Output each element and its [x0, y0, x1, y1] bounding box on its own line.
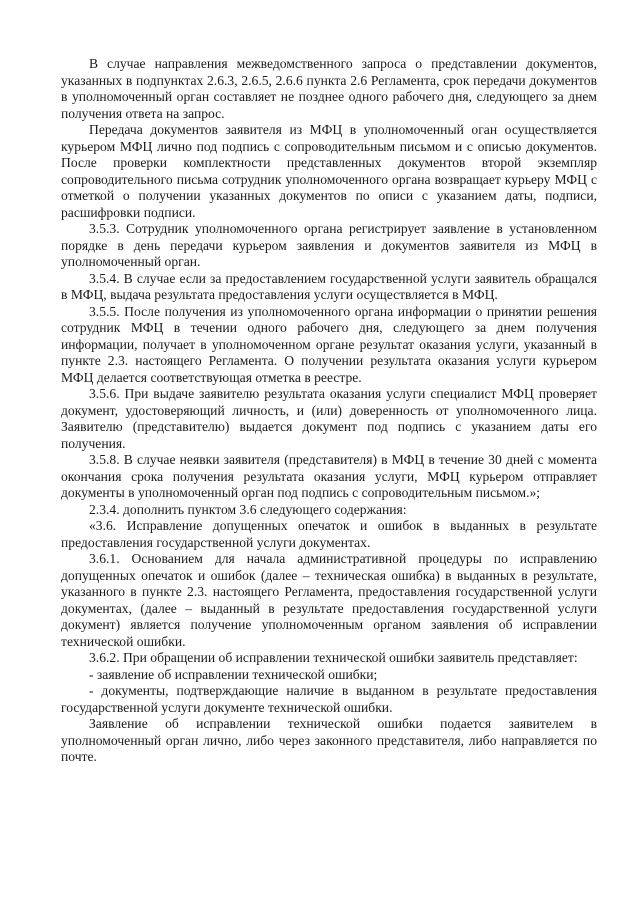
paragraph-application-submission: Заявление об исправлении технической ошибки подается заявителем в уполномоченный орган лично, либо через законного представителя, либо направляется по почте. [61, 716, 597, 764]
paragraph-3-5-5: 3.5.5. После получения из уполномоченного органа информации о принятии решения сотрудник МФЦ в течении одного рабочего дня, следующего за днем получения информации, получает в уполномоченном органе результат оказания услуги, указанный в пункте 2.3. настоящего Регламента. О получении результата оказания услуги курьером МФЦ делается соответствующая отметка в реестре. [61, 303, 597, 385]
paragraph-3-5-8: 3.5.8. В случае неявки заявителя (представителя) в МФЦ в течение 30 дней с момента окончания срока получения результата оказания услуги, МФЦ курьером отправляет документы в уполномоченный орган под подпись с сопроводительным письмом.»; [61, 452, 597, 500]
list-item-documents: - документы, подтверждающие наличие в выданном в результате предоставления государственной услуги документе технической ошибки. [61, 683, 597, 715]
list-item-application: - заявление об исправлении технической ошибки; [89, 666, 378, 682]
paragraph-3-5-6: 3.5.6. При выдаче заявителю результата оказания услуги специалист МФЦ проверяет документ, удостоверяющий личность, и (или) доверенность от уполномоченного лица. Заявителю (представителю) выдается документ под подпись с указанием даты его получения. [61, 386, 597, 451]
paragraph-3-5-3: 3.5.3. Сотрудник уполномоченного органа регистрирует заявление в установленном порядке в день передачи курьером заявления и документов заявителя из МФЦ в уполномоченный орган. [61, 221, 597, 269]
paragraph-3-5-4: 3.5.4. В случае если за предоставлением государственной услуги заявитель обращался в МФЦ, выдача результата предоставления услуги осуществляется в МФЦ. [61, 270, 597, 302]
paragraph-3-6-heading: «3.6. Исправление допущенных опечаток и ошибок в выданных в результате предоставления государственной услуги документах. [61, 518, 597, 550]
paragraph-interagency-request: В случае направления межведомственного запроса о представлении документов, указанных в подпунктах 2.6.3, 2.6.5, 2.6.6 пункта 2.6 Регламента, срок передачи документов в уполномоченный орган составляет не позднее одного рабочего дня, следующего за днем получения ответа на запрос. [61, 56, 597, 121]
paragraph-3-6-1: 3.6.1. Основанием для начала административной процедуры по исправлению допущенных опечаток и ошибок (далее – техническая ошибка) в выданных в результате, указанного в пункте 2.3. настоящего Регламента, предоставления государственной услуги документах, (далее – выданный в результате предоставления государственной услуги документ) является получение уполномоченным органом заявления об исправлении технической ошибки. [61, 551, 597, 649]
paragraph-document-transfer: Передача документов заявителя из МФЦ в уполномоченный оган осуществляется курьером МФЦ лично под подпись с сопроводительным письмом и с описью документов. После проверки комплектности представленных документов второй экземпляр сопроводительного письма сотрудник уполномоченного органа возвращает курьеру МФЦ с отметкой о получении указанных документов по описи с указанием даты, подписи, расшифровки подписи. [61, 122, 597, 220]
paragraph-3-6-2: 3.6.2. При обращении об исправлении технической ошибки заявитель представляет: [89, 650, 578, 665]
paragraph-2-3-4: 2.3.4. дополнить пунктом 3.6 следующего содержания: [89, 501, 407, 517]
document-page [61, 56, 597, 766]
